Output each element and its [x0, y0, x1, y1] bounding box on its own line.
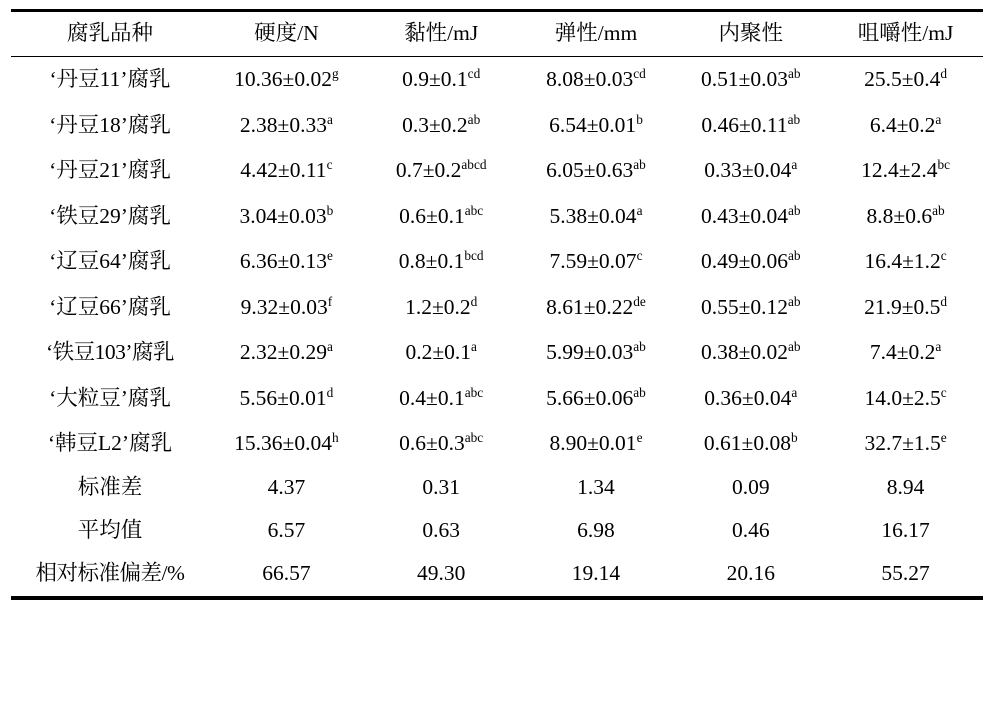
cell-cohesiveness: 0.55±0.12$^{ab}$: [700, 293, 801, 319]
cell-cohesiveness: 0.38±0.02$^{ab}$: [700, 338, 801, 364]
table-row: [11, 239, 983, 285]
cell-springiness: 6.05±0.63$^{ab}$: [546, 156, 646, 182]
table-bottom-rule-thick: [11, 598, 983, 600]
cell-cohesiveness: 0.33±0.04$^a$: [704, 156, 798, 182]
cell-springiness: 5.66±0.06$^{ab}$: [546, 384, 646, 410]
cell-adhesiveness: 0.31: [422, 475, 460, 500]
cell-cohesiveness: 0.36±0.04$^a$: [704, 384, 798, 410]
cell-chewiness: 6.4±0.2$^a$: [869, 111, 942, 137]
row-label: ‘铁豆103’腐乳: [45, 340, 175, 364]
cell-chewiness: 21.9±0.5$^d$: [864, 293, 948, 319]
cell-springiness: 8.08±0.03$^{cd}$: [546, 65, 646, 91]
cell-cohesiveness: 0.61±0.08$^b$: [703, 429, 798, 455]
cell-chewiness: 14.0±2.5$^c$: [864, 384, 947, 410]
cell-hardness: 9.32±0.03$^f$: [240, 293, 333, 319]
cell-chewiness: 7.4±0.2$^a$: [869, 338, 942, 364]
cell-adhesiveness: 0.9±0.1$^{cd}$: [402, 65, 481, 91]
column-header-springiness: 弹性/mm: [519, 12, 674, 57]
cell-chewiness: 12.4±2.4$^{bc}$: [861, 156, 951, 182]
cell-hardness: 6.36±0.13$^e$: [239, 247, 333, 273]
row-label: ‘大粒豆’腐乳: [49, 385, 171, 410]
table-row-stat: [11, 467, 983, 510]
cell-adhesiveness: $0.7\pm 0.2^{abcd}$: [395, 156, 487, 182]
cell-adhesiveness: 1.2±0.2$^d$: [405, 293, 478, 319]
cell-adhesiveness: 0.4±0.1$^{abc}$: [399, 384, 484, 410]
cell-springiness: 6.54±0.01$^b$: [549, 111, 643, 137]
cell-adhesiveness: 0.6±0.1$^{abc}$: [399, 202, 484, 228]
row-label: ‘辽豆64’腐乳: [49, 249, 171, 273]
cell-cohesiveness: 0.51±0.03$^{ab}$: [700, 65, 801, 91]
cell-springiness: 7.59±0.07$^c$: [549, 247, 643, 273]
cell-springiness: 8.61±0.22de: [546, 293, 646, 319]
cell-hardness: 3.04±0.03$^b$: [239, 202, 334, 228]
texture-data-table: [11, 9, 983, 600]
cell-adhesiveness: 0.2±0.1$^a$: [405, 338, 477, 364]
row-label: 平均值: [77, 518, 143, 543]
cell-springiness: 5.38±0.04$^a$: [549, 202, 643, 228]
row-label: ‘辽豆66’腐乳: [49, 294, 171, 319]
cell-chewiness: 16.17: [881, 518, 930, 543]
cell-springiness: 19.14: [571, 561, 621, 586]
cell-hardness: 66.57: [262, 561, 311, 586]
table-header-row: [11, 12, 983, 57]
cell-chewiness: 55.27: [881, 561, 930, 586]
cell-adhesiveness: 0.63: [422, 518, 460, 543]
cell-springiness: 1.34: [577, 475, 615, 500]
cell-hardness: 10.36±0.02$^g$: [234, 65, 339, 91]
cell-adhesiveness: 0.8±0.1$^{bcd}$: [398, 247, 484, 273]
row-label: ‘丹豆21’腐乳: [49, 158, 171, 182]
cell-hardness: 15.36±0.04$^h$: [234, 429, 339, 455]
cell-adhesiveness: 0.6±0.3$^{abc}$: [399, 429, 484, 455]
cell-chewiness: 25.5±0.4$^d$: [864, 65, 948, 91]
row-label: 标准差: [77, 475, 143, 500]
row-label: ‘丹豆11’腐乳: [49, 67, 171, 91]
table-row: [11, 421, 983, 467]
table-row-stat: [11, 553, 983, 597]
cell-chewiness: 32.7±1.5$^e$: [864, 429, 947, 455]
table-row: [11, 57, 983, 103]
table-row: [11, 103, 983, 149]
cell-adhesiveness: 49.30: [417, 561, 466, 586]
table-row: [11, 194, 983, 240]
cell-hardness: 2.38±0.33$^a$: [239, 111, 333, 137]
table-row: [11, 285, 983, 331]
cell-hardness: 2.32±0.29$^a$: [239, 338, 333, 364]
cell-springiness: 5.99±0.03$^{ab}$: [546, 338, 646, 364]
cell-cohesiveness: 0.46: [731, 518, 770, 543]
column-header-cohesiveness: 内聚性: [673, 12, 828, 57]
row-label: ‘丹豆18’腐乳: [49, 112, 171, 137]
cell-cohesiveness: 20.16: [726, 561, 775, 586]
cell-hardness: 4.42±0.11$^c$: [240, 156, 333, 182]
cell-cohesiveness: 0.46±0.11$^{ab}$: [701, 111, 801, 137]
cell-chewiness: 16.4±1.2$^c$: [864, 247, 947, 273]
table-row: [11, 330, 983, 376]
cell-hardness: 5.56±0.01$^d$: [239, 384, 334, 410]
cell-springiness: 6.98: [577, 518, 615, 543]
cell-chewiness: 8.94: [886, 475, 925, 500]
row-label: 相对标准偏差/%: [35, 561, 185, 586]
cell-cohesiveness: 0.49±0.06$^{ab}$: [700, 247, 801, 273]
cell-chewiness: 8.8±0.6$^{ab}$: [866, 202, 945, 228]
cell-adhesiveness: 0.3±0.2$^{ab}$: [402, 111, 481, 137]
table-row-stat: [11, 510, 983, 553]
column-header-chewiness: 咀嚼性/mJ: [828, 12, 983, 57]
cell-cohesiveness: 0.09: [731, 475, 770, 500]
column-header-hardness: 硬度/N: [209, 12, 364, 57]
table-row: [11, 376, 983, 422]
table-document: [0, 9, 994, 715]
cell-hardness: 4.37: [267, 475, 306, 500]
table-row: [11, 148, 983, 194]
column-header-adhesiveness: 黏性/mJ: [364, 12, 519, 57]
cell-hardness: 6.57: [267, 518, 306, 543]
cell-cohesiveness: 0.43±0.04$^{ab}$: [700, 202, 801, 228]
cell-springiness: 8.90±0.01$^e$: [549, 429, 643, 455]
row-label: ‘铁豆29’腐乳: [49, 203, 171, 228]
row-label: ‘韩豆L2’腐乳: [47, 431, 173, 455]
column-header-variety: 腐乳品种: [11, 12, 209, 57]
